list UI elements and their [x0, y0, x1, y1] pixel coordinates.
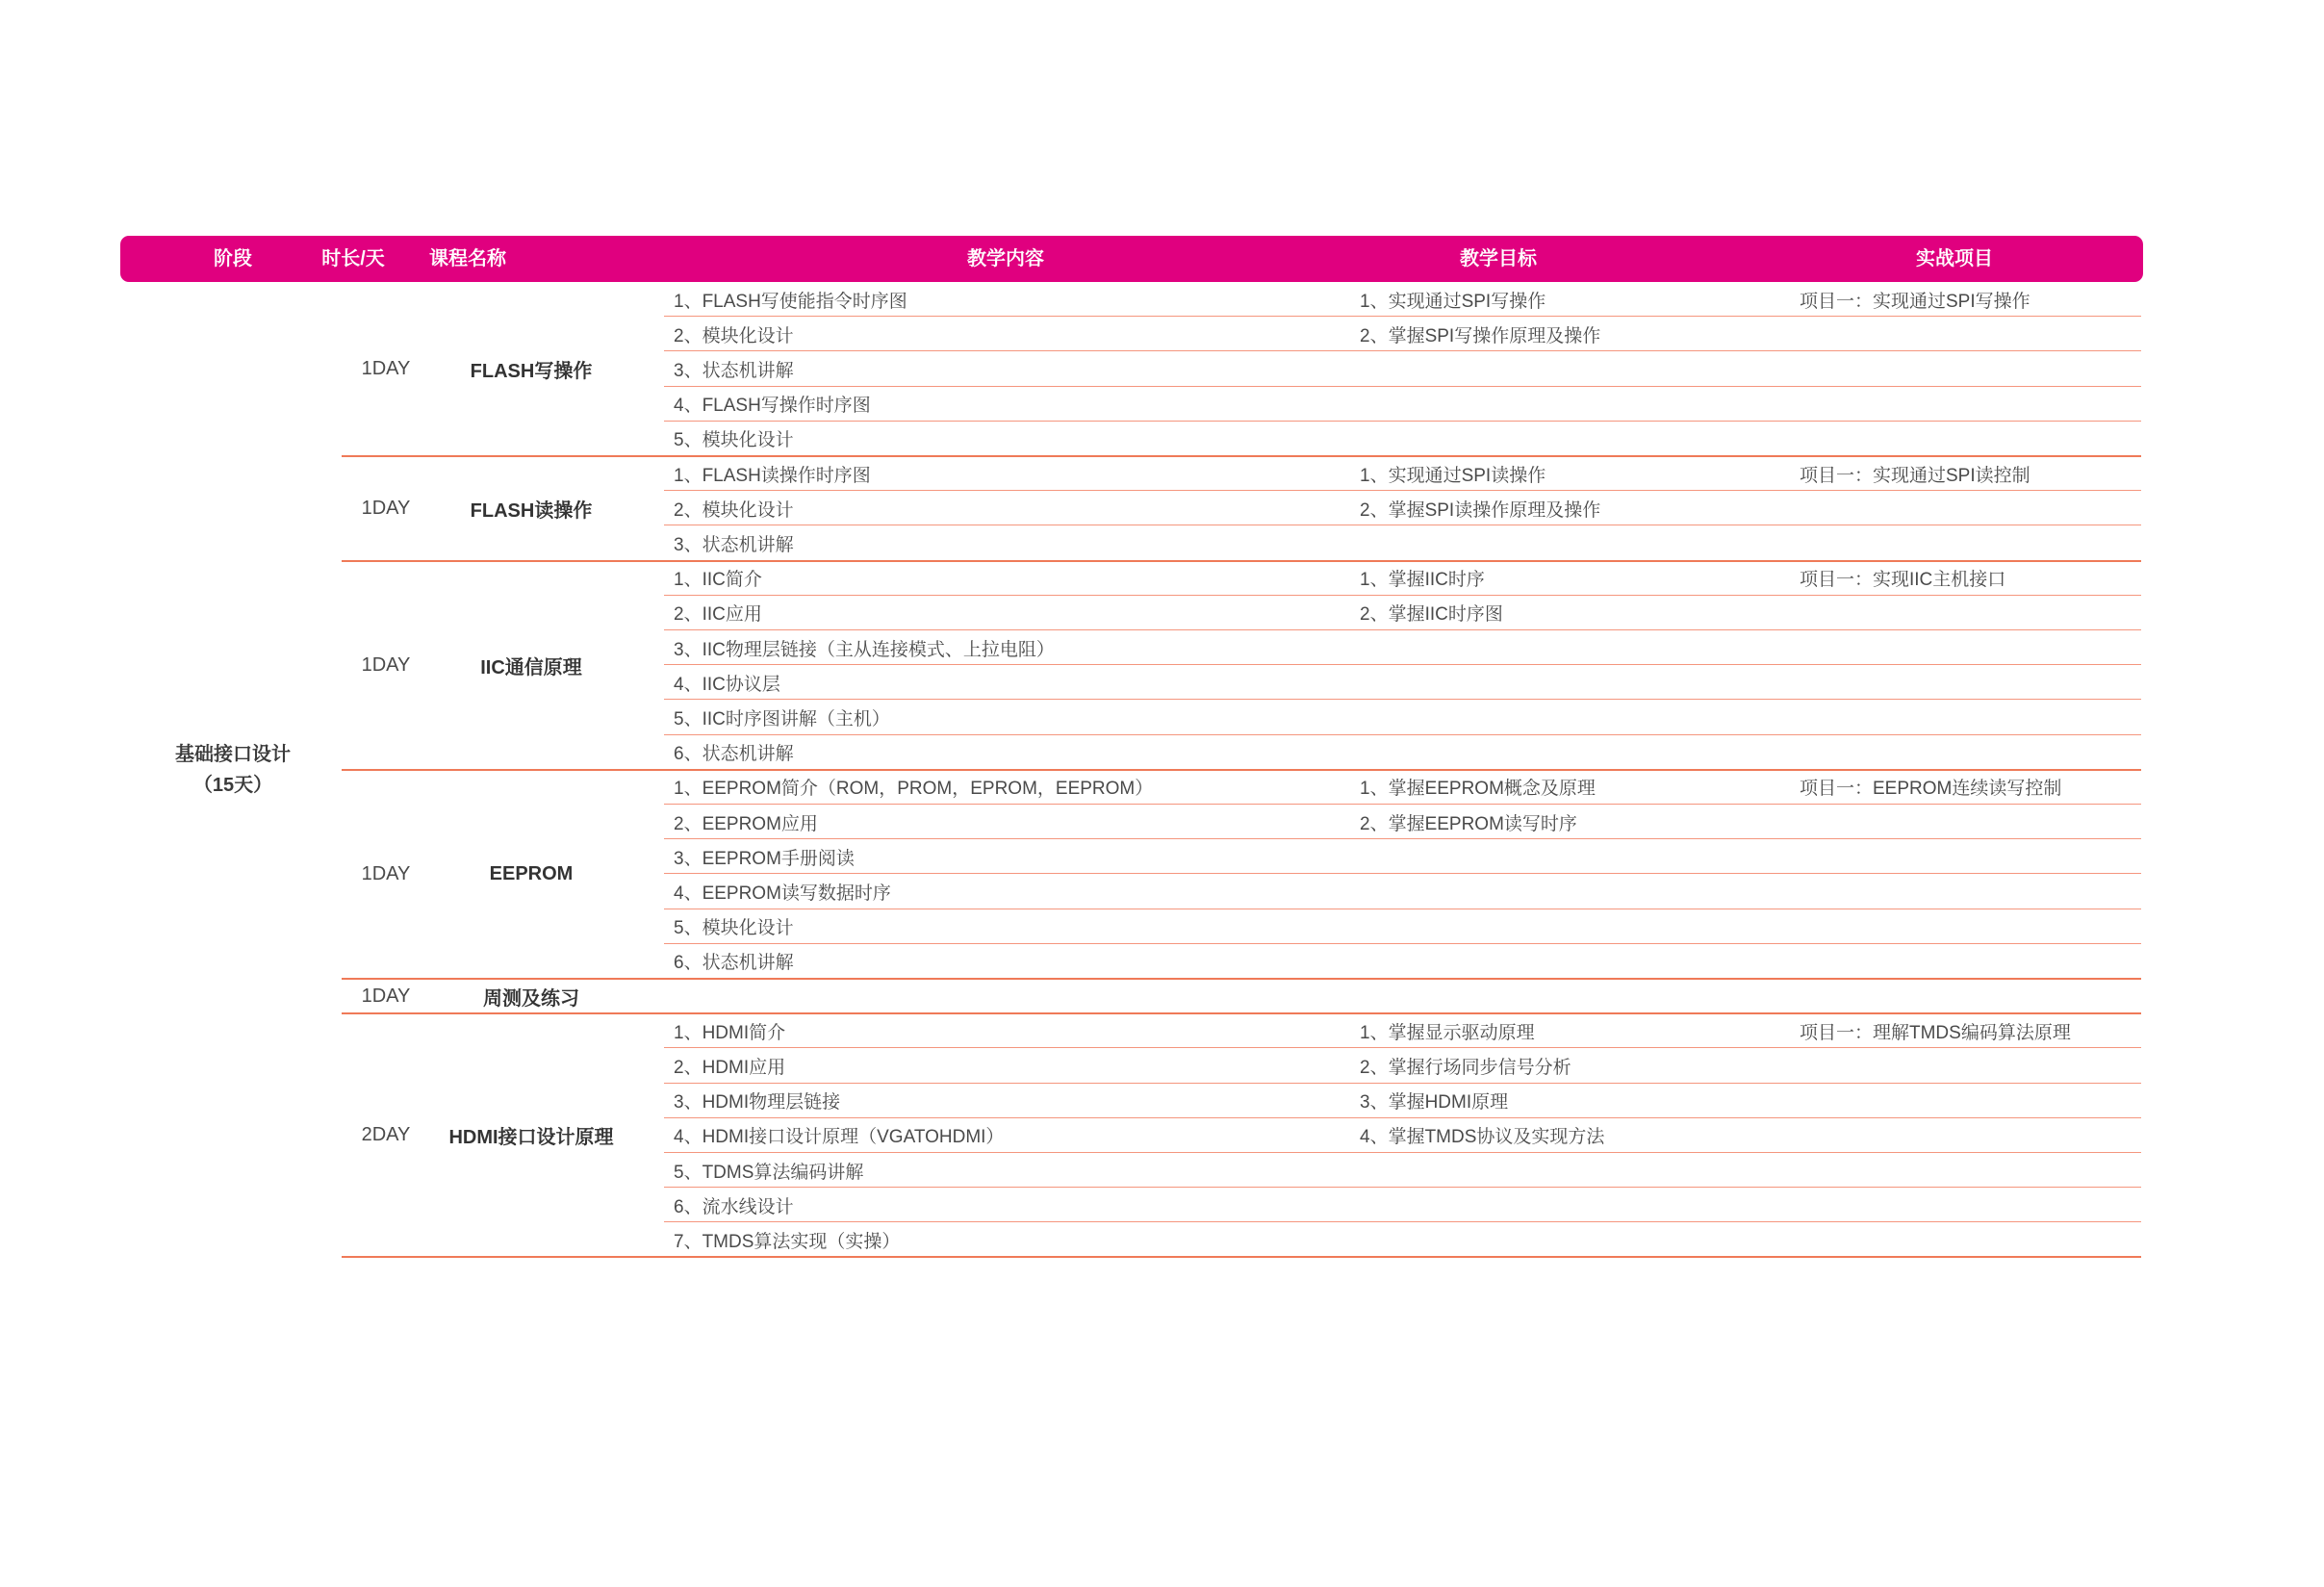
project-cell: 项目一：EEPROM连续读写控制: [1800, 779, 2062, 800]
objective-cell: 1、掌握EEPROM概念及原理: [1360, 779, 1596, 800]
content-cell: 2、EEPROM应用: [674, 813, 818, 834]
project-cell: 项目一：实现通过SPI读控制: [1800, 465, 2030, 486]
content-cell: 5、模块化设计: [674, 430, 794, 451]
course-group: [120, 282, 2143, 456]
content-cell: 5、TDMS算法编码讲解: [674, 1162, 864, 1183]
course-group: [120, 770, 2143, 979]
course-groups: [120, 282, 2143, 1258]
duration-cell: 1DAY: [361, 862, 411, 884]
content-cell: 3、EEPROM手册阅读: [674, 848, 855, 869]
table-header: [120, 236, 2143, 282]
objective-cell: 4、掌握TMDS协议及实现方法: [1360, 1127, 1605, 1148]
course-name-cell: FLASH写操作: [470, 361, 593, 382]
duration-cell: 1DAY: [361, 985, 411, 1007]
project-cell: 项目一：实现通过SPI写操作: [1800, 291, 2030, 312]
header-stage: 阶段: [214, 248, 252, 269]
objective-cell: 2、掌握EEPROM读写时序: [1360, 813, 1577, 834]
header-objective: 教学目标: [1460, 248, 1537, 269]
content-cell: 7、TMDS算法实现（实操）: [674, 1231, 901, 1252]
objective-cell: 2、掌握SPI写操作原理及操作: [1360, 325, 1601, 346]
project-cell: 项目一：理解TMDS编码算法原理: [1800, 1022, 2071, 1043]
stage-name: 基础接口设计: [175, 743, 291, 765]
content-cell: 3、状态机讲解: [674, 534, 794, 555]
header-content: 教学内容: [967, 248, 1044, 269]
content-cell: 1、FLASH读操作时序图: [674, 465, 871, 486]
content-cell: 1、HDMI简介: [674, 1022, 786, 1043]
project-cell: 项目一：实现IIC主机接口: [1800, 570, 2006, 591]
content-cell: 2、IIC应用: [674, 604, 762, 626]
content-cell: 4、HDMI接口设计原理（VGATOHDMI）: [674, 1127, 1005, 1148]
stage-duration: （15天）: [192, 774, 273, 796]
header-course: 课程名称: [429, 248, 506, 269]
course-group: [120, 1013, 2143, 1257]
objective-cell: 1、实现通过SPI读操作: [1360, 465, 1546, 486]
duration-cell: 1DAY: [361, 653, 411, 676]
course-group: [120, 561, 2143, 770]
course-group: [120, 979, 2143, 1013]
content-cell: 2、模块化设计: [674, 499, 794, 521]
course-name-cell: HDMI接口设计原理: [448, 1127, 614, 1149]
duration-cell: 2DAY: [361, 1124, 411, 1146]
objective-cell: 1、掌握显示驱动原理: [1360, 1022, 1535, 1043]
content-cell: 3、HDMI物理层链接: [674, 1092, 841, 1113]
content-cell: 4、IIC协议层: [674, 674, 780, 695]
content-cell: 4、EEPROM读写数据时序: [674, 883, 891, 904]
course-group: [120, 456, 2143, 561]
content-cell: 4、FLASH写操作时序图: [674, 396, 871, 417]
content-cell: 2、模块化设计: [674, 325, 794, 346]
objective-cell: 2、掌握SPI读操作原理及操作: [1360, 499, 1601, 521]
duration-cell: 1DAY: [361, 497, 411, 519]
content-cell: 6、状态机讲解: [674, 953, 794, 974]
table-body: [120, 282, 2143, 1258]
content-cell: 1、FLASH写使能指令时序图: [674, 291, 907, 312]
content-cell: 3、IIC物理层链接（主从连接模式、上拉电阻）: [674, 639, 1055, 660]
content-cell: 6、流水线设计: [674, 1196, 794, 1217]
course-name-cell: 周测及练习: [483, 987, 579, 1010]
curriculum-table: [120, 236, 2143, 1258]
content-cell: 1、IIC简介: [674, 570, 762, 591]
content-cell: 5、模块化设计: [674, 918, 794, 939]
course-name-cell: EEPROM: [489, 862, 574, 884]
objective-cell: 2、掌握IIC时序图: [1360, 604, 1503, 626]
content-cell: 1、EEPROM简介（ROM，PROM，EPROM，EEPROM）: [674, 779, 1154, 800]
content-cell: 5、IIC时序图讲解（主机）: [674, 708, 890, 730]
header-duration: 时长/天: [321, 248, 385, 269]
content-cell: 3、状态机讲解: [674, 360, 794, 381]
content-cell: 6、状态机讲解: [674, 744, 794, 765]
content-cell: 2、HDMI应用: [674, 1057, 786, 1078]
course-name-cell: FLASH读操作: [470, 499, 593, 522]
objective-cell: 3、掌握HDMI原理: [1360, 1092, 1509, 1113]
duration-cell: 1DAY: [361, 358, 411, 379]
header-project: 实战项目: [1916, 248, 1993, 269]
objective-cell: 2、掌握行场同步信号分析: [1360, 1057, 1571, 1078]
objective-cell: 1、掌握IIC时序: [1360, 570, 1485, 591]
course-name-cell: IIC通信原理: [480, 656, 582, 678]
objective-cell: 1、实现通过SPI写操作: [1360, 291, 1546, 312]
